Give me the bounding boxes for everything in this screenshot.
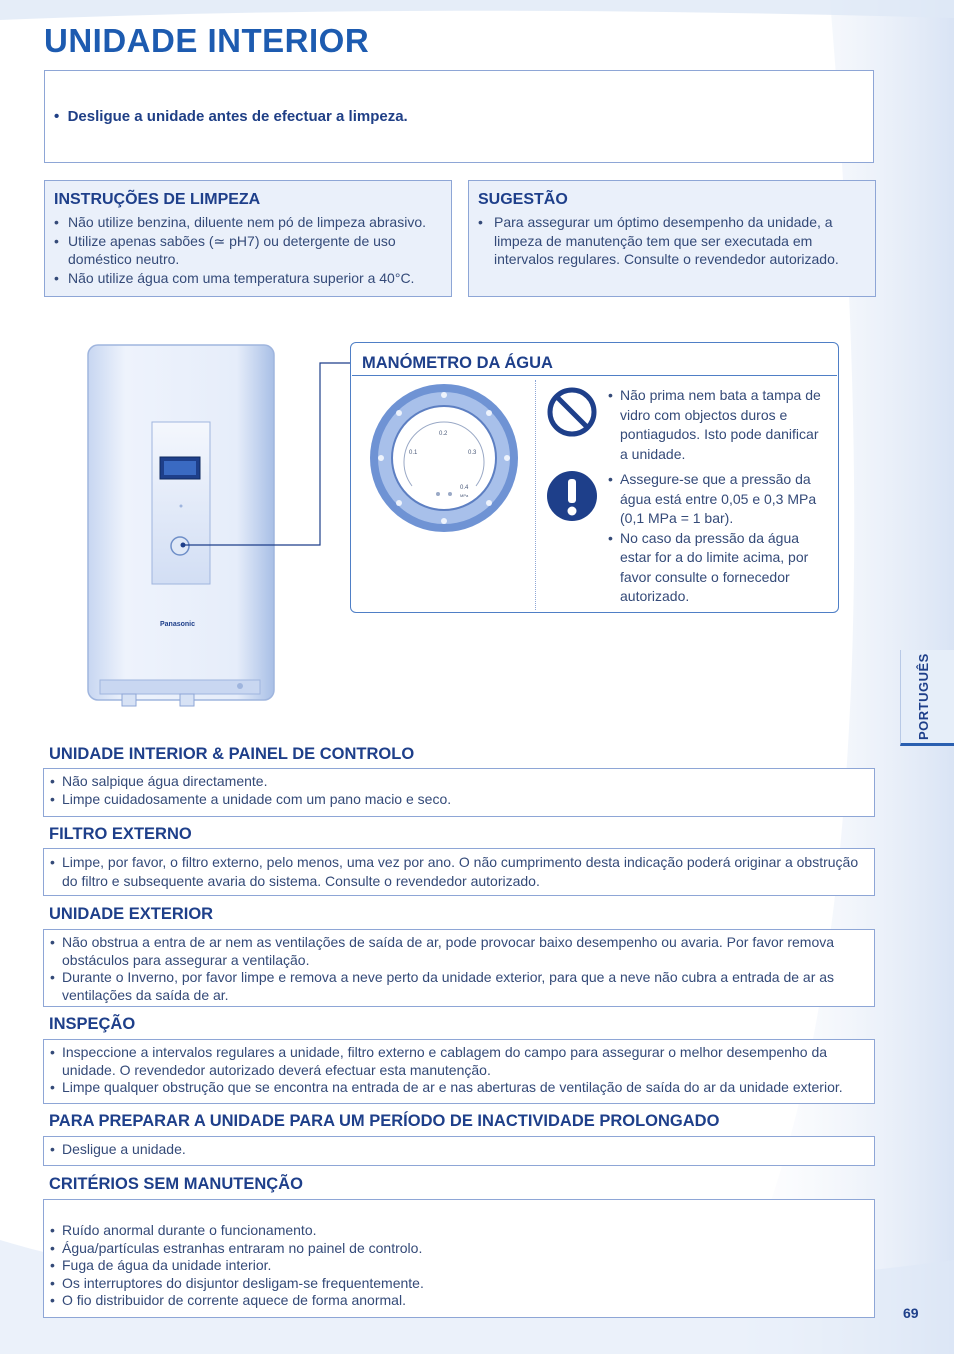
page-number: 69: [903, 1305, 919, 1321]
list-item: • Não prima nem bata a tampa de vidro com objectos duros e pontiagudos. Isto pode danificar a unidade.: [608, 386, 828, 464]
section-heading-panel: UNIDADE INTERIOR & PAINEL DE CONTROLO: [49, 745, 415, 763]
gauge-unit: MPa: [460, 493, 469, 498]
section-heading-inactivity: PARA PREPARAR A UNIDADE PARA UM PERÍODO DE INACTIVIDADE PROLONGADO: [49, 1112, 720, 1130]
gauge-label: 0.3: [468, 450, 477, 456]
exclamation-icon: [546, 470, 598, 522]
cleaning-list: [54, 213, 443, 287]
pressure-gauge-icon: [368, 382, 520, 534]
prohibit-text: [608, 386, 828, 464]
language-label: PORTUGUÊS: [916, 653, 931, 740]
warning-text: • Desligue a unidade antes de efectuar a limpeza.: [54, 108, 408, 125]
list-item: • Utilize apenas sabões (≃ pH7) ou detergente de uso doméstico neutro.: [54, 232, 443, 269]
list-item: • Não utilize água com uma temperatura superior a 40°C.: [54, 269, 443, 288]
list-item: • Não salpique água directamente.: [50, 773, 868, 791]
list-item: • Inspeccione a intervalos regulares a unidade, filtro externo e cablagem do campo para assegurar o melhor desempenho da unidade. O revendedor autorizado deverá efectuar esta manutenção.: [50, 1044, 868, 1079]
gauge-label: 0.1: [409, 450, 418, 456]
prohibition-icon: [546, 386, 598, 438]
list-item: • Durante o Inverno, por favor limpe e remova a neve perto da unidade exterior, para que a neve não cubra a entrada de ar as ventilações da saída de ar.: [50, 969, 868, 1004]
list-item: • Fuga de água da unidade interior.: [50, 1257, 868, 1275]
section-heading-inspection: INSPEÇÃO: [49, 1015, 136, 1033]
brand-logo: Panasonic: [160, 621, 196, 628]
section-box-filter: [43, 848, 875, 896]
list-item: • Os interruptores do disjuntor desligam-se frequentemente.: [50, 1275, 868, 1293]
suggestion-heading: SUGESTÃO: [478, 191, 568, 208]
list-item: • Água/partículas estranhas entraram no painel de controlo.: [50, 1240, 868, 1258]
list-item: • Assegure-se que a pressão da água está entre 0,05 e 0,3 MPa (0,1 MPa = 1 bar).: [608, 470, 830, 529]
list-item: • No caso da pressão da água estar for a do limite acima, por favor consulte o fornecedor autorizado.: [608, 529, 830, 607]
list-item: • Limpe qualquer obstrução que se encontra na entrada de ar e nas aberturas de ventilação de saída do ar da unidade exterior.: [50, 1079, 868, 1097]
section-box-inspection: [43, 1039, 875, 1104]
gauge-label: 0.4: [460, 485, 469, 491]
list-item: • Ruído anormal durante o funcionamento.: [50, 1222, 868, 1240]
list-item: • Para assegurar um óptimo desempenho da unidade, a limpeza de manutenção tem que ser executada em intervalos regulares. Consulte o revendedor autorizado.: [478, 213, 863, 269]
prohibit-list: [608, 386, 828, 464]
warning-label: Desligue a unidade antes de efectuar a limpeza.: [67, 108, 408, 125]
section-box-inactivity: [43, 1136, 875, 1166]
suggestion-box: [468, 180, 876, 297]
language-tab: [900, 650, 954, 746]
page-title: UNIDADE INTERIOR: [44, 22, 370, 59]
manometer-heading: MANÓMETRO DA ÁGUA: [362, 354, 553, 372]
section-heading-criteria: CRITÉRIOS SEM MANUTENÇÃO: [49, 1175, 303, 1193]
caution-list: [608, 470, 830, 607]
gauge-label: 0.2: [439, 431, 448, 437]
cleaning-heading: INSTRUÇÕES DE LIMPEZA: [54, 191, 261, 208]
list-item: • Limpe cuidadosamente a unidade com um pano macio e seco.: [50, 791, 868, 809]
section-box-criteria: [43, 1199, 875, 1318]
cleaning-instructions-box: [44, 180, 452, 297]
list-item: • Limpe, por favor, o filtro externo, pelo menos, uma vez por ano. O não cumprimento desta indicação poderá originar a obstrução do filtro e subsequente avaria do sistema. Consulte o revendedor autorizado.: [50, 853, 868, 891]
section-box-outdoor: [43, 929, 875, 1007]
caution-text: [608, 470, 830, 607]
list-item: • Não utilize benzina, diluente nem pó de limpeza abrasivo.: [54, 213, 443, 232]
manometer-column-divider: [535, 380, 536, 610]
list-item: • O fio distribuidor de corrente aquece de forma anormal.: [50, 1292, 868, 1310]
section-heading-outdoor: UNIDADE EXTERIOR: [49, 905, 214, 923]
suggestion-list: [478, 213, 863, 269]
manometer-divider: [352, 375, 837, 376]
section-heading-filter: FILTRO EXTERNO: [49, 825, 192, 843]
list-item: • Não obstrua a entra de ar nem as ventilações de saída de ar, pode provocar baixo desempenho ou avaria. Por favor remova obstáculos para assegurar a ventilação.: [50, 934, 868, 969]
list-item: • Desligue a unidade.: [50, 1141, 868, 1159]
section-box-panel: [43, 768, 875, 817]
callout-line: [180, 355, 360, 555]
